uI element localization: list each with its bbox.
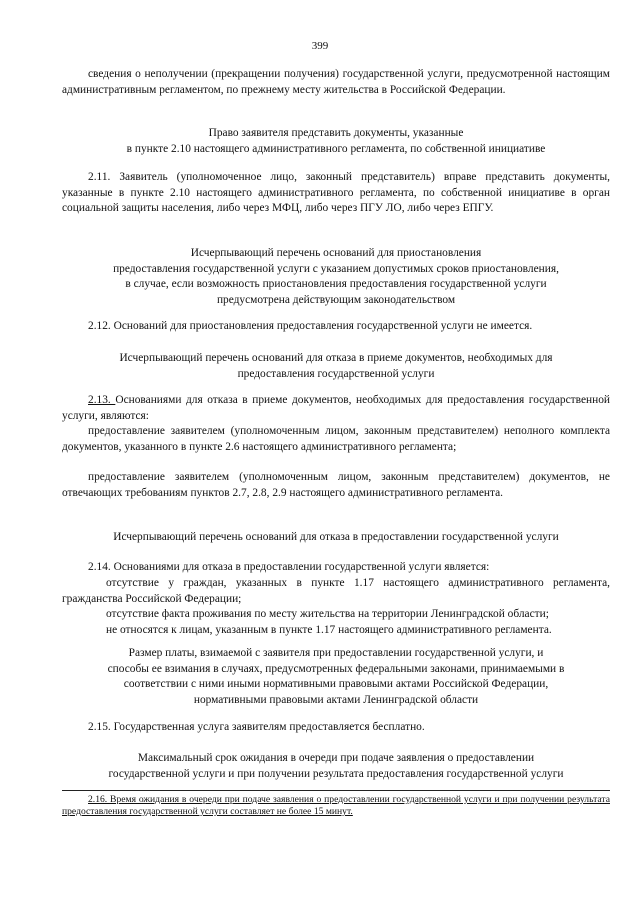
paragraph-2-11: 2.11. Заявитель (уполномоченное лицо, законный представитель) вправе представить документы, указанные в пункте 2.10 настоящего административного регламента, по собственной инициативе в орган социальной защиты населения, либо через МФЦ, либо через ПГУ ЛО, либо через ЕПГУ.	[62, 171, 610, 214]
heading-right-to-submit	[62, 126, 610, 157]
paragraph-2-14: 2.14. Основаниями для отказа в предоставлении государственной услуги является:	[88, 561, 490, 573]
paragraph-2-15: 2.15. Государственная услуга заявителям предоставляется бесплатно.	[88, 721, 425, 733]
list-item: отсутствие факта проживания по месту жительства на территории Ленинградской области;	[106, 608, 549, 620]
heading-suspension	[62, 246, 610, 308]
heading-line: способы ее взимания в случаях, предусмотренных федеральными законами, принимаемыми в	[107, 662, 565, 675]
heading-line: Размер платы, взимаемой с заявителя при предоставлении государственной услуги, и	[128, 647, 544, 659]
paragraph-2-12: 2.12. Оснований для приостановления предоставления государственной услуги не имеется.	[88, 320, 533, 332]
heading-line: нормативными правовыми актами Ленинградской области	[193, 693, 479, 706]
heading-line: в случае, если возможность приостановления предоставления государственной услуги	[125, 278, 547, 290]
list-item: не относятся к лицам, указанным в пункте 1.17 настоящего административного регламента.	[106, 624, 552, 636]
list-item: предоставление заявителем (уполномоченным лицом, законным представителем) неполного комплекта документов, указанного в пункте 2.6 настоящего административного регламента;	[62, 425, 610, 453]
clause-number: 2.13.	[88, 394, 116, 406]
paragraph-2-16: 2.16. Время ожидания в очереди при подаче заявления о предоставлении государственной услуги и при получении результата предоставления государственной услуги составляет не более 15 минут.	[62, 794, 610, 817]
separator-line	[62, 790, 610, 791]
heading-line: Исчерпывающий перечень оснований для приостановления	[190, 247, 482, 259]
heading-line: Право заявителя представить документы, указанные	[208, 127, 464, 139]
clause-text: Основаниями для отказа в приеме документов, необходимых для предоставления государственной услуги, являются:	[62, 394, 610, 422]
heading-line: Исчерпывающий перечень оснований для отказа в приеме документов, необходимых для	[119, 352, 553, 364]
list-item: предоставление заявителем (уполномоченным лицом, законным представителем) документов, не отвечающих требованиям пунктов 2.7, 2.8, 2.9 настоящего административного регламента.	[62, 471, 610, 499]
heading-line: государственной услуги и при получении результата предоставления государственной услуги	[108, 767, 564, 780]
heading-refusal-documents	[62, 351, 610, 382]
list-item: отсутствие у граждан, указанных в пункте 1.17 настоящего административного регламента, гражданства Российской Федерации;	[62, 577, 610, 605]
paragraph-2-13	[62, 393, 610, 424]
heading-waiting-time	[62, 751, 610, 782]
heading-line: предоставления государственной услуги	[237, 367, 435, 380]
heading-line: соответствии с ними иными нормативными правовыми актами Российской Федерации,	[123, 678, 549, 690]
heading-line: в пункте 2.10 настоящего административного регламента, по собственной инициативе	[126, 142, 546, 155]
heading-line: предоставления государственной услуги с указанием допустимых сроков приостановления,	[113, 262, 559, 275]
paragraph-continuation: сведения о неполучении (прекращении получения) государственной услуги, предусмотренной настоящим административным регламентом, по прежнему месту жительства в Российской Федерации.	[62, 68, 610, 96]
heading-fee	[62, 646, 610, 708]
page-number: 399	[311, 40, 329, 52]
heading-refusal-service: Исчерпывающий перечень оснований для отказа в предоставлении государственной услуги	[113, 531, 559, 543]
heading-line: предусмотрена действующим законодательством	[216, 293, 456, 306]
heading-line: Максимальный срок ожидания в очереди при подаче заявления о предоставлении	[137, 752, 535, 764]
